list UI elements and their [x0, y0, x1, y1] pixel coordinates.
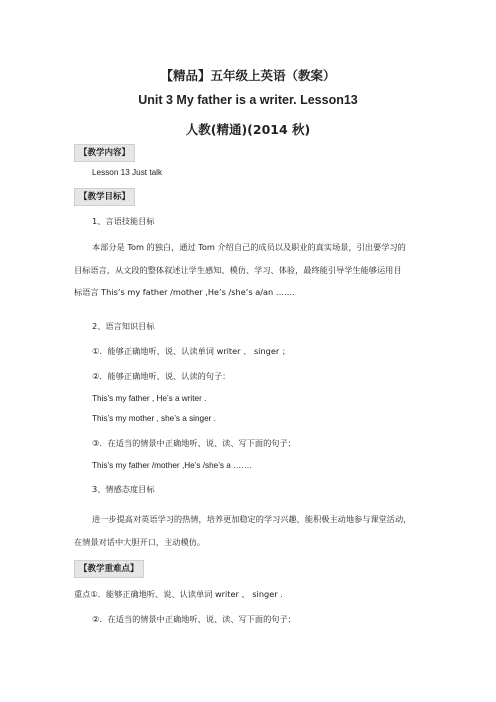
- example-sentence: This’s my father , He’s a writer .: [92, 394, 207, 403]
- list-item: ①．能够正确地听、说、认读单词 writer 、 singer ；: [92, 346, 291, 356]
- section-heading-difficulty: 【教学重难点】: [74, 560, 144, 578]
- example-sentence: This’s my father /mother ,He’s /she’s a …….: [92, 461, 252, 470]
- knowledge-objective-heading: 2、语言知识目标: [92, 321, 155, 331]
- paragraph-line: 标语言 This’s my father /mother ,He’s /she’s a/an …….: [74, 287, 295, 297]
- example-sentence: This’s my mother , she’s a singer .: [92, 414, 216, 423]
- list-item: ②．能够正确地听、说、认读的句子：: [92, 371, 231, 381]
- paragraph-line: 进一步提高对英语学习的热情，培养更加稳定的学习兴趣，能积极主动地参与课堂活动，: [92, 514, 412, 524]
- paragraph-line: 目标语言，从文段的整体叙述让学生感知、模仿、学习、体验，最终能引导学生能够运用目: [74, 265, 402, 275]
- lesson-text: Lesson 13 Just talk: [92, 168, 163, 177]
- unit-title: Unit 3 My father is a writer. Lesson13: [138, 93, 358, 107]
- document-title: 【精品】五年级上英语（教案）: [160, 68, 336, 83]
- list-item: 重点①．能够正确地听、说、认读单词 writer 、 singer .: [74, 589, 283, 599]
- section-heading-objectives: 【教学目标】: [74, 188, 135, 206]
- section-heading-content: 【教学内容】: [74, 144, 135, 162]
- list-item: ③．在适当的情景中正确地听、说、读、写下面的句子：: [92, 438, 296, 448]
- edition-title: 人教(精通)(2014 秋): [185, 122, 311, 137]
- skill-objective-heading: 1、言语技能目标: [92, 216, 155, 226]
- attitude-objective-heading: 3、情感态度目标: [92, 484, 155, 494]
- list-item: ②．在适当的情景中正确地听、说、读、写下面的句子：: [92, 614, 296, 624]
- paragraph-line: 本部分是 Tom 的独白，通过 Tom 介绍自己的成员以及职业的真实场景，引出要学习的: [92, 242, 406, 252]
- paragraph-line: 在情景对话中大胆开口，主动模仿。: [74, 537, 206, 547]
